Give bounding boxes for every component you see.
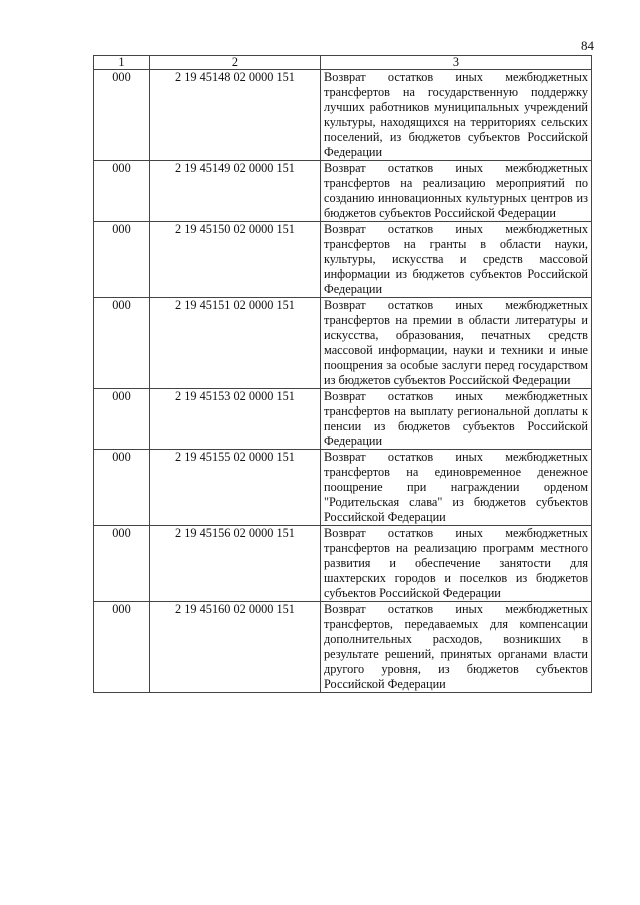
budget-code-cell: 2 19 45148 02 0000 151 [150,70,321,161]
budget-code-cell: 2 19 45155 02 0000 151 [150,450,321,526]
admin-code-cell: 000 [94,298,150,389]
budget-code-cell: 2 19 45153 02 0000 151 [150,389,321,450]
budget-code-cell: 2 19 45151 02 0000 151 [150,298,321,389]
table-row [94,526,592,602]
column-header-1: 1 [94,56,150,70]
admin-code-cell: 000 [94,70,150,161]
budget-code-cell: 2 19 45149 02 0000 151 [150,161,321,222]
budget-code-table [93,55,592,693]
description-cell: Возврат остатков иных межбюджетных трансфертов на выплату региональной доплаты к пенсии из бюджетов субъектов Российской Федерации [321,389,592,450]
table-row [94,602,592,693]
column-header-3: 3 [321,56,592,70]
admin-code-cell: 000 [94,389,150,450]
budget-code-cell: 2 19 45156 02 0000 151 [150,526,321,602]
table-row [94,222,592,298]
table-row [94,161,592,222]
page-number: 84 [581,38,594,53]
admin-code-cell: 000 [94,602,150,693]
admin-code-cell: 000 [94,161,150,222]
description-cell: Возврат остатков иных межбюджетных трансфертов, передаваемых для компенсации дополнительных расходов, возникших в результате решений, принятых органами власти другого уровня, из бюджетов субъектов Российской Федерации [321,602,592,693]
admin-code-cell: 000 [94,526,150,602]
table-header-row [94,56,592,70]
admin-code-cell: 000 [94,450,150,526]
description-cell: Возврат остатков иных межбюджетных трансфертов на государственную поддержку лучших работников муниципальных учреждений культуры, находящихся на территориях сельских поселений, из бюджетов субъектов Российской Федерации [321,70,592,161]
description-cell: Возврат остатков иных межбюджетных трансфертов на реализацию мероприятий по созданию инновационных культурных центров из бюджетов субъектов Российской Федерации [321,161,592,222]
budget-code-cell: 2 19 45160 02 0000 151 [150,602,321,693]
table-row [94,389,592,450]
admin-code-cell: 000 [94,222,150,298]
table-row [94,70,592,161]
column-header-2: 2 [150,56,321,70]
budget-code-cell: 2 19 45150 02 0000 151 [150,222,321,298]
description-cell: Возврат остатков иных межбюджетных трансфертов на единовременное денежное поощрение при награждении орденом "Родительская слава" из бюджетов субъектов Российской Федерации [321,450,592,526]
table-row [94,450,592,526]
description-cell: Возврат остатков иных межбюджетных трансфертов на гранты в области науки, культуры, искусства и средств массовой информации из бюджетов субъектов Российской Федерации [321,222,592,298]
table-row [94,298,592,389]
description-cell: Возврат остатков иных межбюджетных трансфертов на премии в области литературы и искусства, образования, печатных средств массовой информации, науки и техники и иные поощрения за особые заслуги перед государством из бюджетов субъектов Российской Федерации [321,298,592,389]
description-cell: Возврат остатков иных межбюджетных трансфертов на реализацию программ местного развития и обеспечение занятости для шахтерских городов и поселков из бюджетов субъектов Российской Федерации [321,526,592,602]
